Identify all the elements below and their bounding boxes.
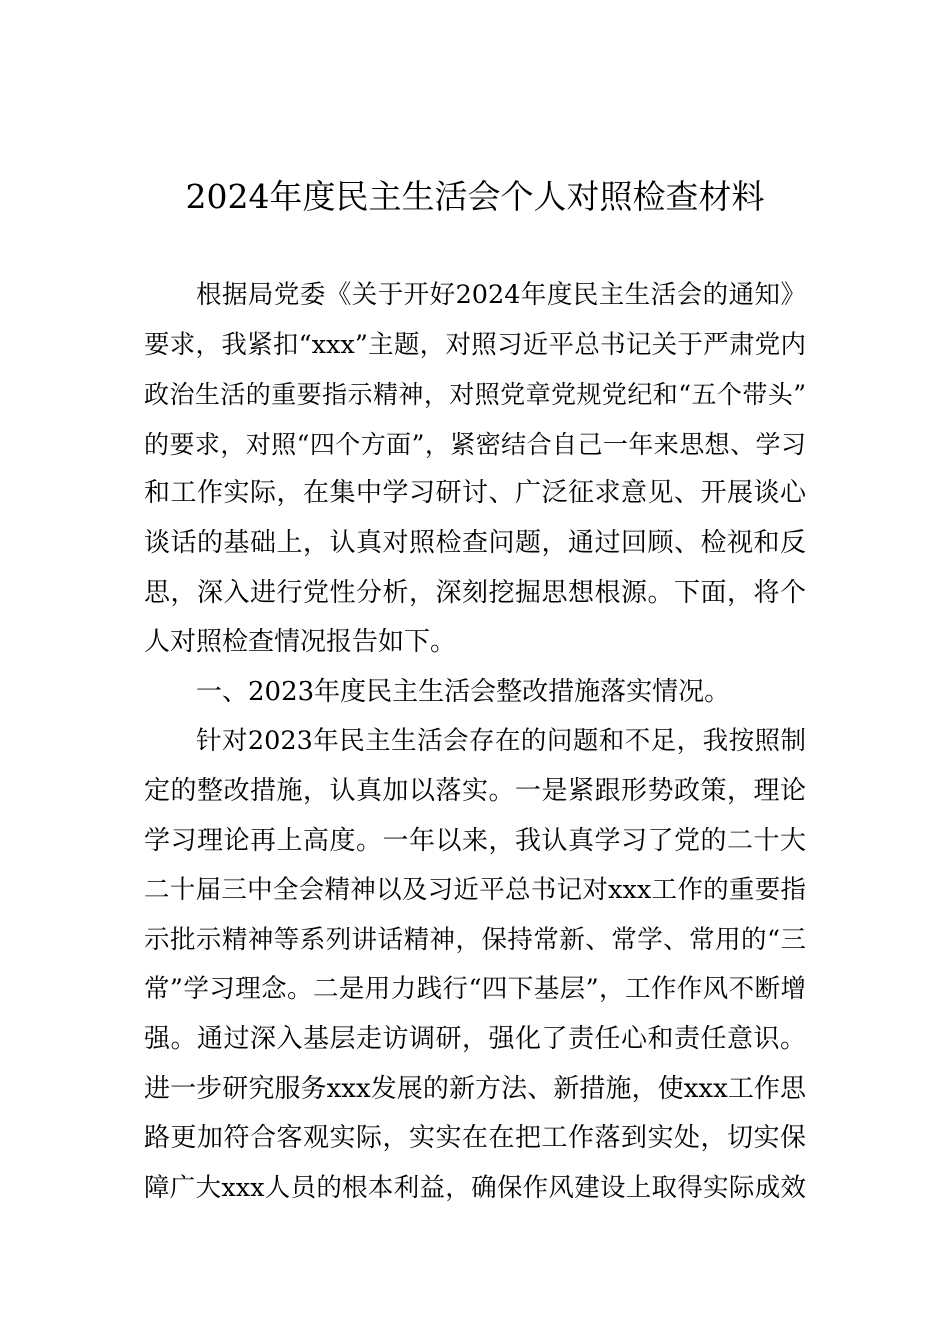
body-line: 定的整改措施，认真加以落实。一是紧跟形势政策，理论 [144, 775, 806, 806]
body-line: 强。通过深入基层走访调研，强化了责任心和责任意识。 [144, 1023, 806, 1054]
body-line: 二十届三中全会精神以及习近平总书记对xxx工作的重要指 [144, 875, 806, 906]
body-line: 一、2023年度民主生活会整改措施落实情况。 [196, 676, 731, 707]
body-line: 路更加符合客观实际，实实在在把工作落到实处，切实保 [144, 1123, 806, 1154]
body-line: 人对照检查情况报告如下。 [144, 627, 457, 658]
body-line: 根据局党委《关于开好2024年度民主生活会的通知》 [196, 280, 806, 310]
body-line: 进一步研究服务xxx发展的新方法、新措施，使xxx工作思 [144, 1073, 806, 1104]
body-line: 政治生活的重要指示精神，对照党章党规党纪和“五个带头” [144, 380, 806, 410]
body-line: 要求，我紧扣“xxx”主题，对照习近平总书记关于严肃党内 [144, 329, 806, 360]
body-line: 思，深入进行党性分析，深刻挖掘思想根源。下面，将个 [144, 577, 806, 608]
body-line: 的要求，对照“四个方面”，紧密结合自己一年来思想、学习 [144, 429, 806, 459]
body-line: 谈话的基础上，认真对照检查问题，通过回顾、检视和反 [144, 527, 806, 558]
body-line: 常”学习理念。二是用力践行“四下基层”，工作作风不断增 [144, 974, 806, 1005]
document-body [144, 271, 806, 1213]
document-title: 2024年度民主生活会个人对照检查材料 [185, 177, 765, 216]
body-line: 示批示精神等系列讲话精神，保持常新、常学、常用的“三 [144, 924, 806, 955]
body-line: 针对2023年民主生活会存在的问题和不足，我按照制 [196, 726, 806, 757]
body-line: 和工作实际，在集中学习研讨、广泛征求意见、开展谈心 [144, 478, 806, 509]
body-line: 学习理论再上高度。一年以来，我认真学习了党的二十大 [144, 825, 806, 856]
body-line: 障广大xxx人员的根本利益，确保作风建设上取得实际成效 [144, 1172, 806, 1203]
